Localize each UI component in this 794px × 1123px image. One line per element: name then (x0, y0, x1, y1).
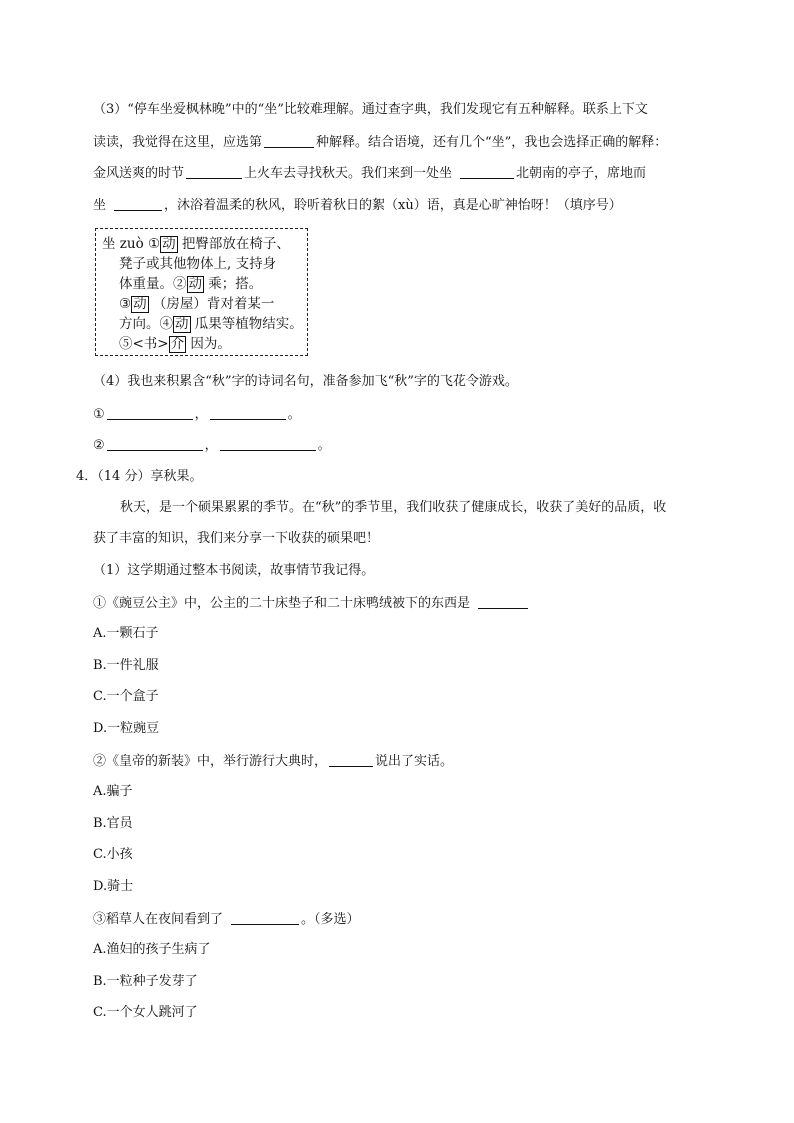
pos-verb-tag: 动 (175, 316, 189, 332)
answer-blank-interpretation[interactable] (264, 133, 314, 148)
option-label: B.一件礼服 (93, 658, 159, 673)
option-c-3[interactable] (93, 1004, 198, 1022)
q3-text-4a: 坐 (93, 198, 107, 213)
option-c-2[interactable] (93, 973, 198, 991)
pos-verb-tag: 动 (188, 276, 202, 292)
question-text: ②《皇帝的新装》中，举行游行大典时， (93, 754, 328, 769)
separator: ， (194, 407, 208, 422)
q3-line-2 (93, 133, 667, 152)
question-c (93, 910, 360, 929)
q3-text-3a: 金风送爽的时节 (93, 166, 185, 181)
pos-verb-tag: 动 (133, 296, 147, 312)
dict-text: 因为。 (186, 336, 231, 352)
poem-blank-2b[interactable] (220, 436, 316, 451)
dict-line-6 (119, 335, 231, 353)
option-label: C.一个盒子 (93, 689, 159, 704)
question-4-para-1 (120, 499, 718, 517)
q4-intro (93, 373, 518, 391)
dict-text: 瓜果等植物结实。 (190, 316, 303, 332)
q3-text-3c: 北朝南的亭子，席地而 (516, 166, 647, 181)
dict-text: 乘；搭。 (204, 276, 263, 292)
answer-blank-2[interactable] (460, 164, 514, 179)
question-4-para-2 (93, 530, 379, 548)
option-a-2[interactable] (93, 657, 159, 675)
question-4-header (76, 468, 202, 486)
dict-text: ③ (119, 296, 132, 312)
option-label: B.官员 (93, 816, 133, 831)
option-b-4[interactable] (93, 878, 133, 896)
poem-blank-2a[interactable] (107, 436, 203, 451)
option-a-1[interactable] (93, 625, 159, 643)
dictionary-entry-box (95, 228, 308, 356)
q3-text-1: （3）“停车坐爱枫林晚”中的“坐”比较难理解。通过查字典，我们发现它有五种解释。联系上下文 (93, 102, 648, 117)
para-text: 获了丰富的知识，我们来分享一下收获的硕果吧！ (93, 531, 380, 546)
option-b-2[interactable] (93, 815, 133, 833)
item-number: ① (93, 407, 105, 422)
q4-item-2 (93, 436, 331, 455)
item-number: ② (93, 438, 105, 453)
question-text: ①《豌豆公主》中，公主的二十床垫子和二十床鸭绒被下的东西是 (93, 596, 471, 611)
dict-text: 把臀部放在椅子、 (177, 236, 290, 252)
dict-line-4 (119, 295, 274, 313)
q3-text-2a: 读读，我觉得在这里，应选第 (93, 135, 263, 150)
pos-verb-tag: 动 (162, 236, 176, 252)
dict-line-1 (102, 235, 290, 253)
q3-text-3b: 上火车去寻找秋天。我们来到一处坐 (244, 166, 453, 181)
option-label: C.一个女人跳河了 (93, 1005, 198, 1020)
option-c-1[interactable] (93, 941, 211, 959)
answer-blank-b[interactable] (329, 752, 373, 767)
poem-blank-1a[interactable] (107, 405, 193, 420)
sub-question-text: （1）这学期通过整本书阅读，故事情节我记得。 (93, 563, 375, 578)
dict-text: 坐 zuò ① (102, 236, 161, 252)
question-a (93, 594, 530, 613)
dict-text: （房屋）背对着某一 (148, 296, 275, 312)
option-label: A.渔妇的孩子生病了 (93, 942, 211, 957)
answer-blank-3[interactable] (114, 196, 162, 211)
dict-text: 凳子或其他物体上, 支持身 (119, 256, 277, 272)
dict-text: 体重量。② (119, 276, 187, 292)
q3-line-4 (93, 196, 622, 215)
q3-line-3 (93, 164, 646, 183)
question-text: ③稻草人在夜间看到了 (93, 912, 224, 927)
question-text: 。（多选） (301, 912, 360, 927)
option-label: D.骑士 (93, 879, 134, 894)
answer-blank-1[interactable] (186, 164, 242, 179)
option-b-3[interactable] (93, 846, 133, 864)
dict-line-5 (119, 315, 303, 333)
q4-item-1 (93, 405, 301, 424)
para-text: 秋天，是一个硕果累累的季节。在“秋”的季节里，我们收获了健康成长，收获了美好的品质，收 (120, 500, 667, 515)
question-b (93, 752, 453, 771)
answer-blank-a[interactable] (478, 594, 528, 609)
dict-text: ⑤<书> (119, 336, 169, 352)
q3-line-1 (93, 101, 718, 119)
option-b-1[interactable] (93, 783, 133, 801)
answer-blank-c[interactable] (231, 910, 299, 925)
q3-text-2b: 种解释。结合语境，还有几个“坐”，我也会选择正确的解释： (316, 135, 668, 150)
poem-blank-1b[interactable] (210, 405, 286, 420)
option-label: B.一粒种子发芽了 (93, 974, 198, 989)
option-label: C.小孩 (93, 847, 133, 862)
option-label: A.一颗石子 (93, 626, 159, 641)
option-a-3[interactable] (93, 688, 159, 706)
option-label: A.骗子 (93, 784, 133, 799)
question-header-text: 4．（14 分）享秋果。 (76, 469, 203, 484)
separator: ， (204, 438, 218, 453)
option-label: D.一粒豌豆 (93, 721, 160, 736)
dict-line-3 (119, 275, 262, 293)
q3-text-4b: ，沐浴着温柔的秋风，聆听着秋日的絮（xù）语，真是心旷神怡呀！（填序号） (164, 198, 622, 213)
dict-line-2 (119, 255, 276, 273)
option-a-4[interactable] (93, 720, 159, 738)
period: 。 (317, 438, 331, 453)
dict-text: 方向。④ (119, 316, 173, 332)
question-text: 说出了实话。 (375, 754, 454, 769)
q4-intro-text: （4）我也来积累含“秋”字的诗词名句，准备参加飞“秋”字的飞花令游戏。 (93, 374, 518, 389)
period: 。 (287, 407, 301, 422)
pos-prep-tag: 介 (170, 336, 185, 352)
sub-question-1 (93, 562, 374, 580)
